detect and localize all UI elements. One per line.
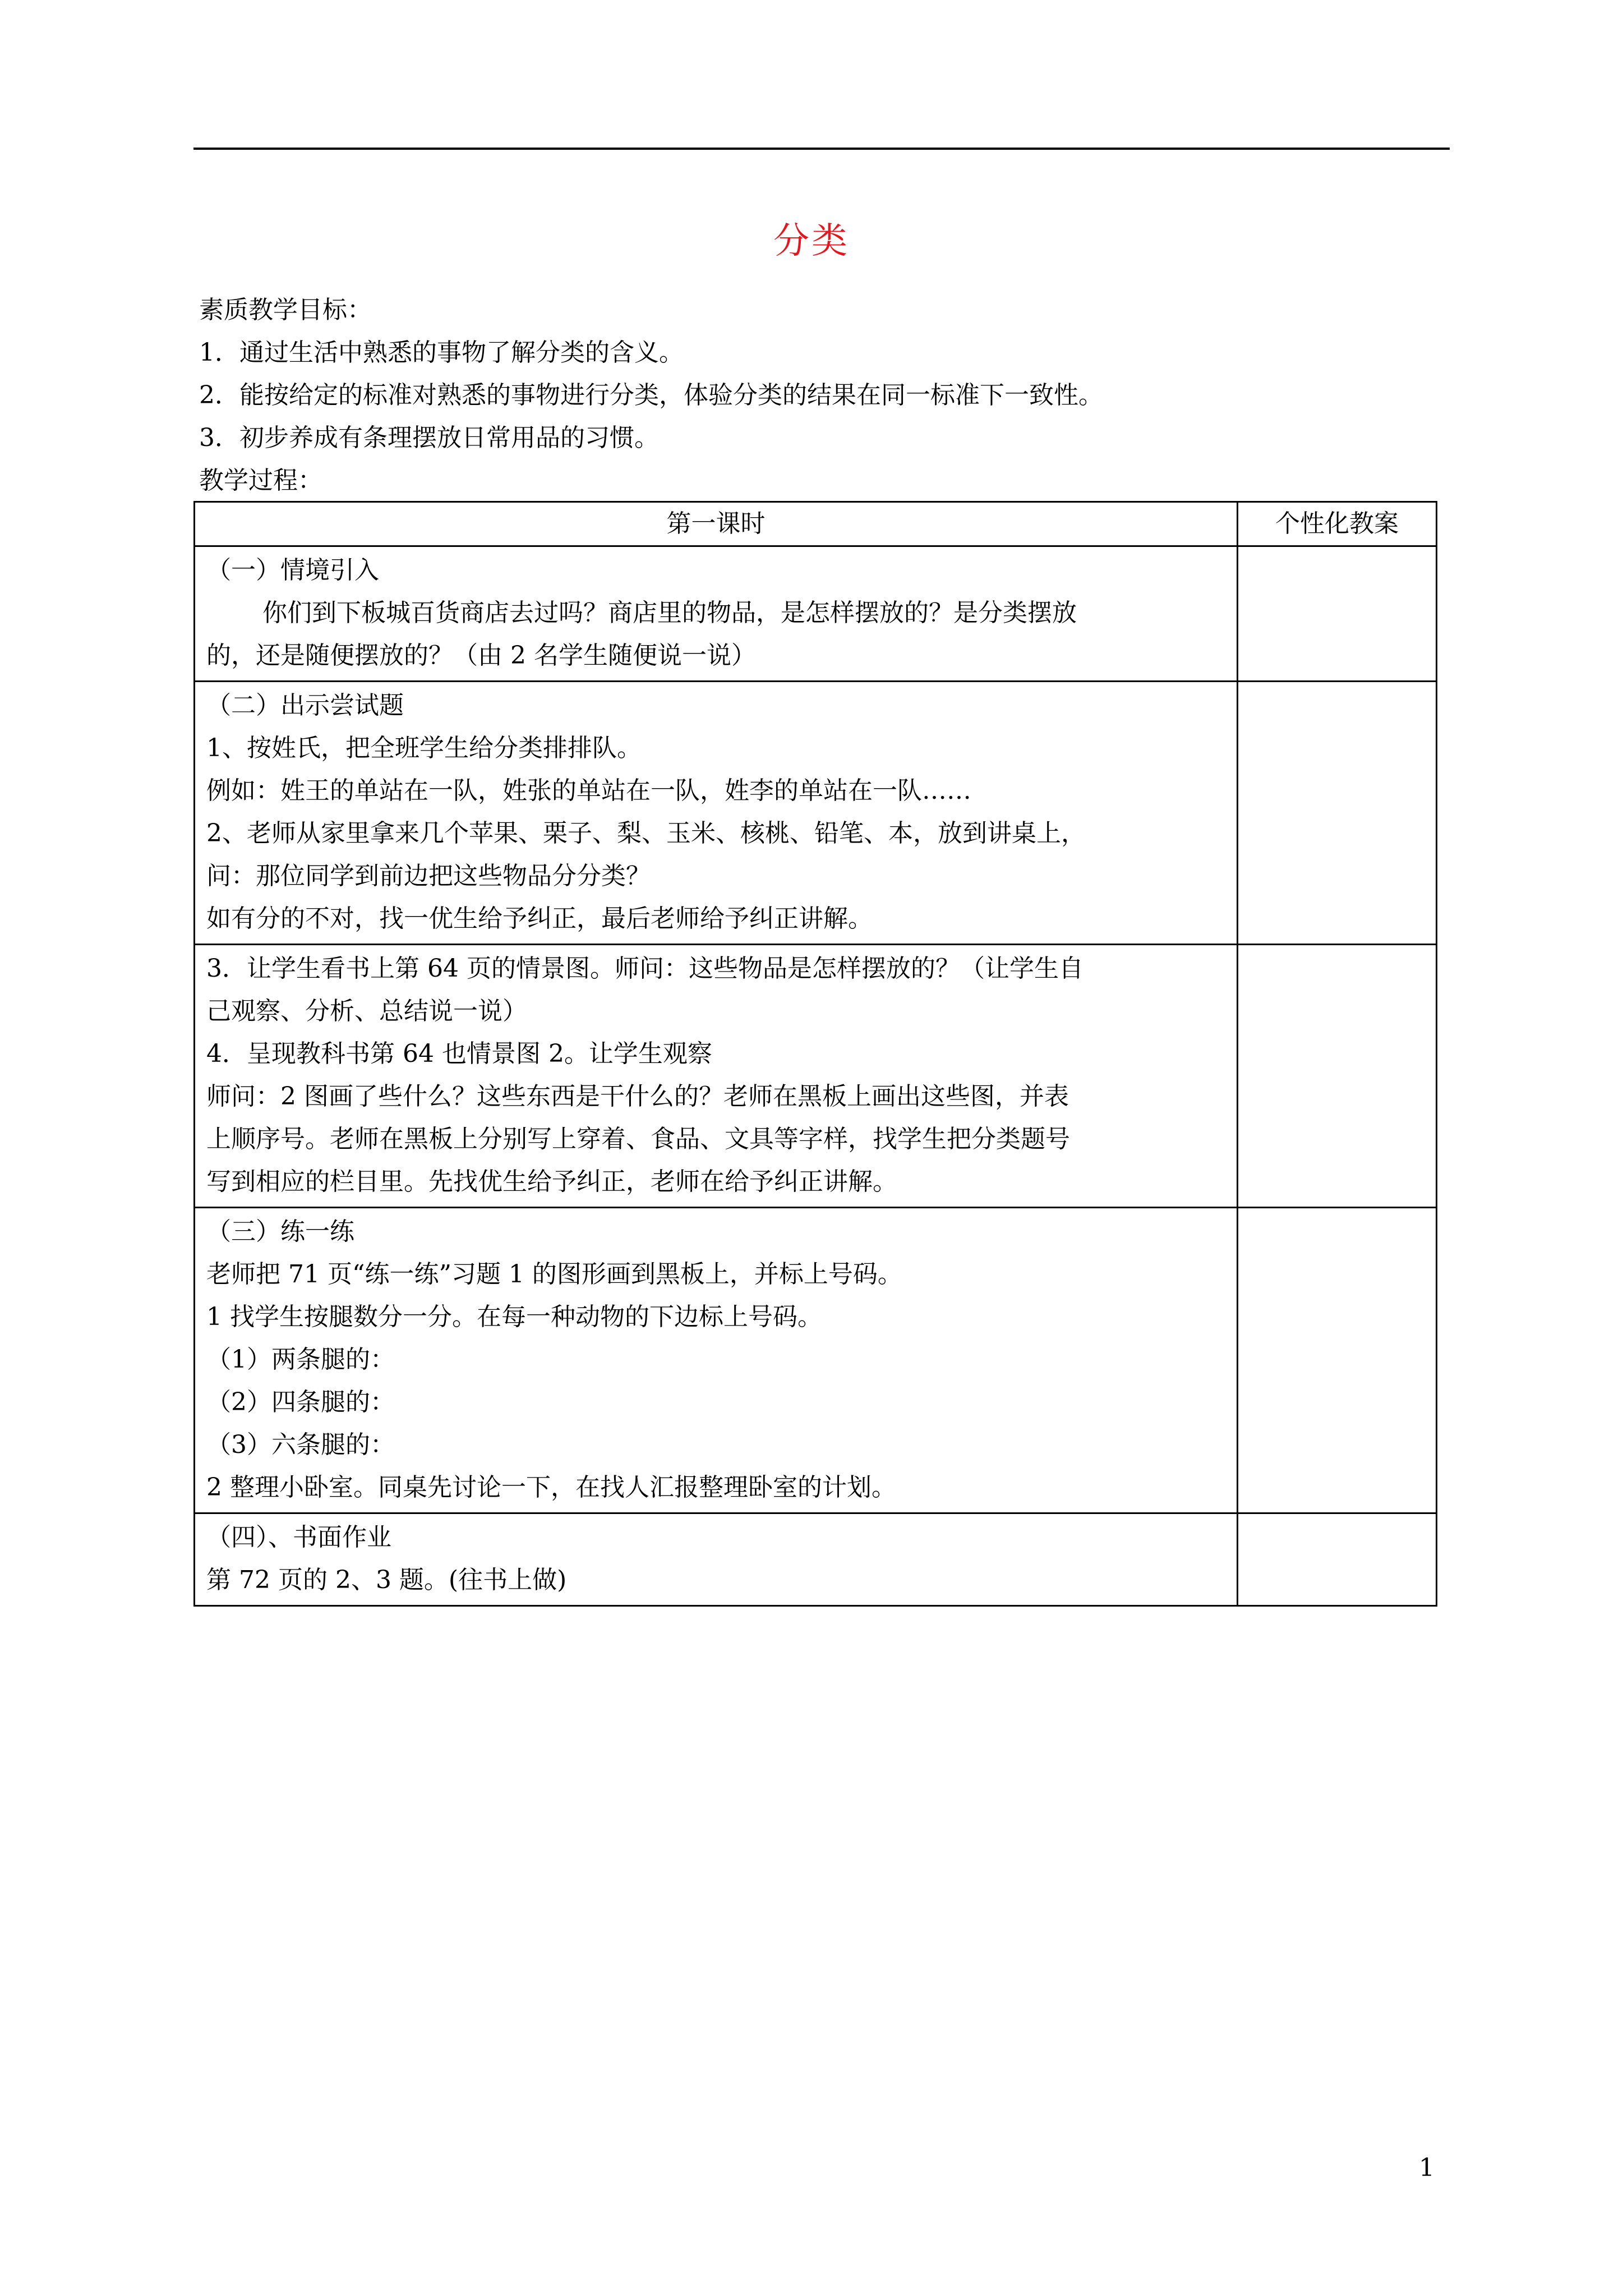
content-line: 写到相应的栏目里。先找优生给予纠正，老师在给予纠正讲解。 bbox=[206, 1167, 897, 1196]
personalized-cell bbox=[1238, 546, 1437, 682]
intro-section bbox=[199, 289, 1433, 502]
content-line: 问：那位同学到前边把这些物品分分类？ bbox=[206, 862, 651, 890]
content-line: 你们到下板城百货商店去过吗？商店里的物品，是怎样摆放的？是分类摆放 bbox=[262, 599, 1077, 627]
content-line: 师问：2 图画了些什么？这些东西是干什么的？老师在黑板上画出这些图，并表 bbox=[206, 1082, 1069, 1111]
personalized-cell bbox=[1238, 1208, 1437, 1513]
content-line: 第 72 页的 2、3 题。(往书上做) bbox=[206, 1566, 567, 1594]
section-homework bbox=[195, 1513, 1238, 1606]
section-heading: （一）情境引入 bbox=[206, 556, 379, 585]
section-heading: （四）、书面作业 bbox=[206, 1523, 391, 1552]
goal-item: 2．能按给定的标准对熟悉的事物进行分类，体验分类的结果在同一标准下一致性。 bbox=[199, 381, 1103, 409]
personalized-cell bbox=[1238, 1513, 1437, 1606]
goal-item: 1．通过生活中熟悉的事物了解分类的含义。 bbox=[199, 338, 684, 367]
content-line: 老师把 71 页“练一练”习题 1 的图形画到黑板上，并标上号码。 bbox=[206, 1260, 902, 1289]
content-line: 2、老师从家里拿来几个苹果、栗子、梨、玉米、核桃、铅笔、本，放到讲桌上， bbox=[206, 819, 1086, 848]
table-row bbox=[195, 546, 1437, 682]
page-number: 1 bbox=[1419, 2154, 1435, 2182]
section-practice bbox=[195, 1208, 1238, 1513]
header-personalized-plan: 个性化教案 bbox=[1238, 502, 1437, 546]
table-row bbox=[195, 945, 1437, 1208]
content-line: （1）两条腿的： bbox=[206, 1345, 395, 1374]
goal-item: 3．初步养成有条理摆放日常用品的习惯。 bbox=[199, 424, 659, 452]
page-title: 分类 bbox=[773, 220, 850, 262]
section-situation-intro bbox=[195, 546, 1238, 682]
lesson-table bbox=[193, 501, 1437, 1607]
content-line: 1 找学生按腿数分一分。在每一种动物的下边标上号码。 bbox=[206, 1303, 822, 1331]
personalized-cell bbox=[1238, 682, 1437, 945]
content-line: 己观察、分析、总结说一说） bbox=[206, 997, 527, 1025]
section-heading: （二）出示尝试题 bbox=[206, 691, 404, 720]
content-line: （3）六条腿的： bbox=[206, 1430, 395, 1459]
content-line: 上顺序号。老师在黑板上分别写上穿着、食品、文具等字样，找学生把分类题号 bbox=[206, 1125, 1070, 1153]
personalized-cell bbox=[1238, 945, 1437, 1208]
content-line: （2）四条腿的： bbox=[206, 1388, 395, 1416]
content-line: 2 整理小卧室。同桌先讨论一下，在找人汇报整理卧室的计划。 bbox=[206, 1473, 896, 1502]
table-row bbox=[195, 1513, 1437, 1606]
content-line: 例如：姓王的单站在一队，姓张的单站在一队，姓李的单站在一队…… bbox=[206, 776, 971, 805]
header-lesson: 第一课时 bbox=[195, 502, 1238, 546]
content-line: 3．让学生看书上第 64 页的情景图。师问：这些物品是怎样摆放的？（让学生自 bbox=[206, 954, 1083, 983]
goals-heading: 素质教学目标： bbox=[199, 296, 372, 324]
content-line: 1、按姓氏，把全班学生给分类排排队。 bbox=[206, 734, 642, 762]
content-line: 如有分的不对，找一优生给予纠正，最后老师给予纠正讲解。 bbox=[206, 904, 873, 933]
process-heading: 教学过程： bbox=[199, 466, 322, 495]
content-line: 的，还是随便摆放的？（由 2 名学生随便说一说） bbox=[206, 641, 756, 670]
header-rule bbox=[193, 148, 1450, 150]
table-row bbox=[195, 682, 1437, 945]
table-row bbox=[195, 1208, 1437, 1513]
content-line: 4．呈现教科书第 64 也情景图 2。让学生观察 bbox=[206, 1039, 712, 1068]
section-trial-problems bbox=[195, 682, 1238, 945]
section-heading: （三）练一练 bbox=[206, 1217, 354, 1246]
table-header-row bbox=[195, 502, 1437, 546]
section-scene-observation bbox=[195, 945, 1238, 1208]
